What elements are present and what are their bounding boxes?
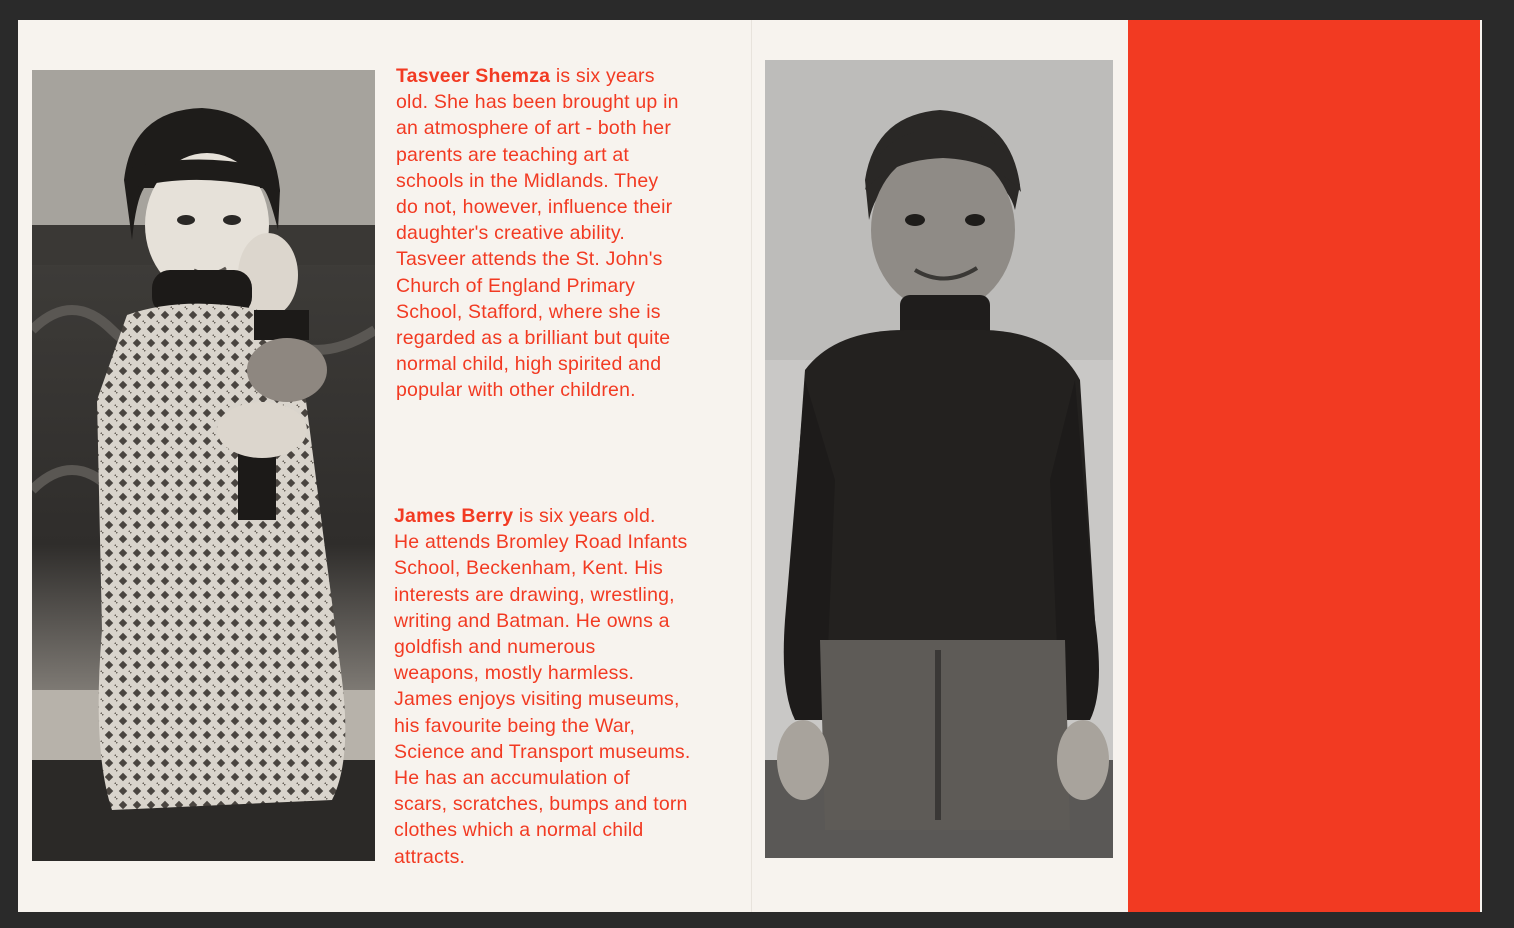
bio-first-line: [396, 63, 679, 89]
bio-line: old. She has been brought up in: [396, 91, 679, 114]
person-name: Tasveer Shemza: [396, 65, 551, 87]
bio-line: James enjoys visiting museums,: [394, 688, 680, 711]
bio-first-line-text: is six years: [550, 65, 655, 87]
bio-line: parents are teaching art at: [396, 143, 630, 166]
bio-line: daughter's creative ability.: [396, 222, 625, 245]
bio-line: schools in the Midlands. They: [396, 169, 659, 192]
bio-line: He has an accumulation of: [394, 767, 630, 790]
bio-line: interests are drawing, wrestling,: [394, 583, 675, 606]
fold-line: [751, 20, 752, 912]
bio-first-line-text: is six years old.: [513, 505, 656, 527]
bio-line: popular with other children.: [396, 379, 636, 402]
bio-line: attracts.: [394, 845, 466, 868]
bio-line: normal child, high spirited and: [396, 353, 662, 376]
girl-photo-image: [32, 70, 375, 861]
boy-photo-image: [765, 60, 1113, 858]
bio-line: School, Beckenham, Kent. His: [394, 557, 663, 580]
leaflet-page: [18, 20, 1482, 912]
bio-line: his favourite being the War,: [394, 714, 636, 737]
bio-line: Tasveer attends the St. John's: [396, 248, 663, 271]
photo-tasveer-shemza: [32, 70, 375, 861]
bio-line: School, Stafford, where she is: [396, 300, 661, 323]
bio-line: clothes which a normal child: [394, 819, 644, 842]
bio-line: writing and Batman. He owns a: [394, 609, 670, 632]
person-name: James Berry: [394, 505, 514, 527]
bio-first-line: [394, 503, 690, 529]
bio-line: Church of England Primary: [396, 274, 636, 297]
bio-line: scars, scratches, bumps and torn: [394, 793, 688, 816]
bio-line: do not, however, influence their: [396, 196, 673, 219]
bio-tasveer-shemza: [396, 63, 679, 404]
bio-line: an atmosphere of art - both her: [396, 117, 672, 140]
bio-james-berry: [394, 503, 690, 870]
bio-line: He attends Bromley Road Infants: [394, 531, 688, 554]
bio-line: weapons, mostly harmless.: [394, 662, 635, 685]
bio-line: Science and Transport museums.: [394, 740, 691, 763]
bio-line: regarded as a brilliant but quite: [396, 327, 671, 350]
photo-james-berry: [765, 60, 1113, 858]
bio-line: goldfish and numerous: [394, 636, 596, 659]
red-color-panel: [1128, 20, 1480, 912]
